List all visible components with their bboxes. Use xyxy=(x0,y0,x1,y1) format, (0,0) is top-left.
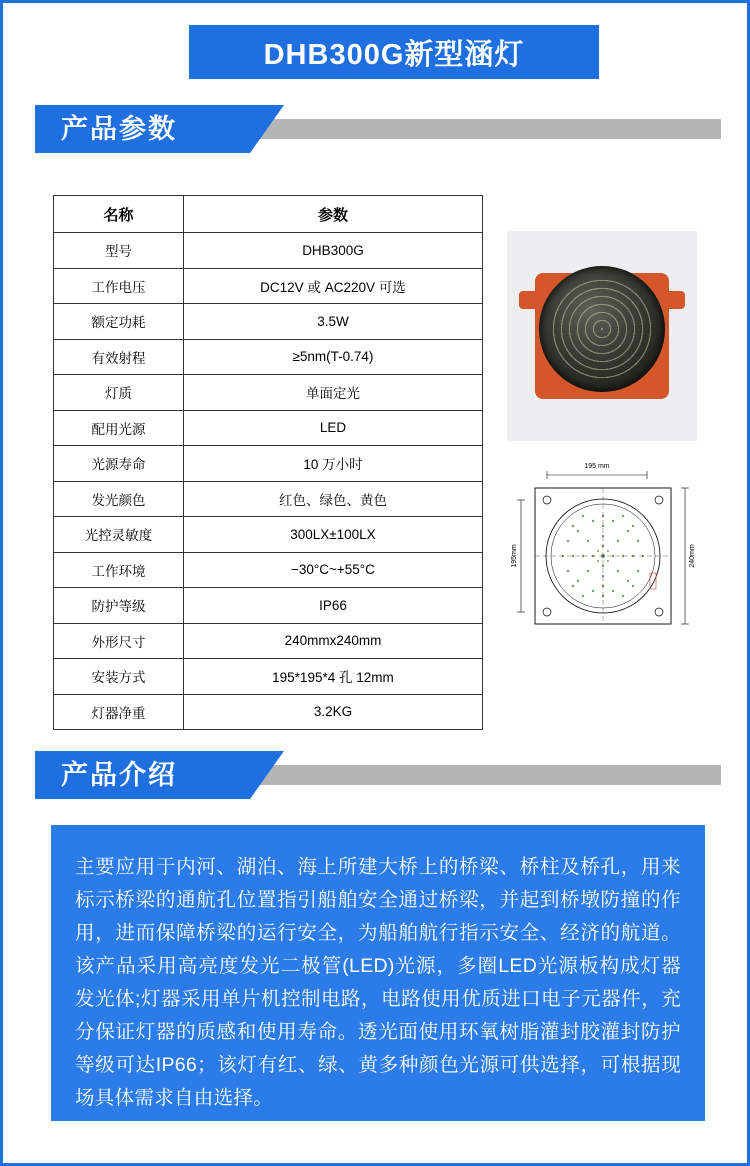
spec-value: 240mmx240mm xyxy=(183,623,482,659)
table-row xyxy=(54,268,483,304)
table-row xyxy=(54,623,483,659)
spec-label: 光源寿命 xyxy=(54,446,184,482)
spec-value: DHB300G xyxy=(183,233,482,269)
spec-label: 灯质 xyxy=(54,375,184,411)
spec-value: LED xyxy=(183,410,482,446)
spec-value: 10 万小时 xyxy=(183,446,482,482)
table-row xyxy=(54,552,483,588)
spec-value: 3.2KG xyxy=(183,694,482,730)
technical-drawing xyxy=(507,455,699,665)
section-title-parameters: 产品参数 xyxy=(61,114,177,144)
spec-label: 安装方式 xyxy=(54,659,184,695)
spec-value: 195*195*4 孔 12mm xyxy=(183,659,482,695)
spec-label: 外形尺寸 xyxy=(54,623,184,659)
spec-value: 红色、绿色、黄色 xyxy=(183,481,482,517)
table-row xyxy=(54,233,483,269)
product-photo xyxy=(507,231,697,441)
spec-value: 3.5W xyxy=(183,304,482,340)
spec-label: 发光颜色 xyxy=(54,481,184,517)
section-slant-shape xyxy=(250,751,284,799)
introduction-text: 主要应用于内河、湖泊、海上所建大桥上的桥梁、桥柱及桥孔，用来标示桥梁的通航孔位置指引船舶安全通过桥梁，并起到桥墩防撞的作用，进而保障桥梁的运行安全，为船舶航行指示安全、经济的航道。该产品采用高亮度发光二极管(LED)光源，多圈LED光源板构成灯器发光体;灯器采用单片机控制电路，电路使用优质进口电子元器件，充分保证灯器的质感和使用寿命。透光面使用环氧树脂灌封胶灌封防护等级可达IP66；该灯有红、绿、黄多种颜色光源可供选择，可根据现场具体需求自由选择。 xyxy=(75,856,681,1109)
table-row xyxy=(54,481,483,517)
table-row xyxy=(54,694,483,730)
table-header-row xyxy=(54,196,483,233)
lamp-led-rings xyxy=(551,278,653,380)
drawing-dim-left: 195mm xyxy=(511,544,518,568)
spec-label: 光控灵敏度 xyxy=(54,517,184,553)
section-header-introduction xyxy=(35,751,721,799)
spec-label: 型号 xyxy=(54,233,184,269)
spec-value: 单面定光 xyxy=(183,375,482,411)
table-row xyxy=(54,588,483,624)
spec-label: 配用光源 xyxy=(54,410,184,446)
table-row xyxy=(54,375,483,411)
page-title: DHB300G新型涵灯 xyxy=(263,38,525,71)
spec-label: 防护等级 xyxy=(54,588,184,624)
spec-label: 灯器净重 xyxy=(54,694,184,730)
table-row xyxy=(54,446,483,482)
drawing-dim-top: 195 mm xyxy=(584,463,610,470)
spec-value: −30°C~+55°C xyxy=(183,552,482,588)
spec-value: DC12V 或 AC220V 可选 xyxy=(183,268,482,304)
table-header-value: 参数 xyxy=(183,196,482,233)
table-row xyxy=(54,659,483,695)
table-row xyxy=(54,304,483,340)
spec-value: IP66 xyxy=(183,588,482,624)
table-row xyxy=(54,339,483,375)
spec-label: 工作电压 xyxy=(54,268,184,304)
spec-label: 有效射程 xyxy=(54,339,184,375)
drawing-svg xyxy=(507,455,699,665)
lamp-image xyxy=(517,261,687,411)
table-row xyxy=(54,410,483,446)
section-slant-shape xyxy=(250,105,284,153)
section-header-parameters xyxy=(35,105,721,153)
drawing-dim-right: 240mm xyxy=(689,544,696,568)
spec-value: 300LX±100LX xyxy=(183,517,482,553)
spec-value: ≥5nm(T-0.74) xyxy=(183,339,482,375)
specification-table xyxy=(53,195,483,730)
spec-label: 工作环境 xyxy=(54,552,184,588)
table-row xyxy=(54,517,483,553)
table-header-name: 名称 xyxy=(54,196,184,233)
page-title-banner xyxy=(189,25,599,79)
section-title-introduction: 产品介绍 xyxy=(61,760,177,790)
introduction-box xyxy=(51,825,705,1121)
spec-label: 额定功耗 xyxy=(54,304,184,340)
